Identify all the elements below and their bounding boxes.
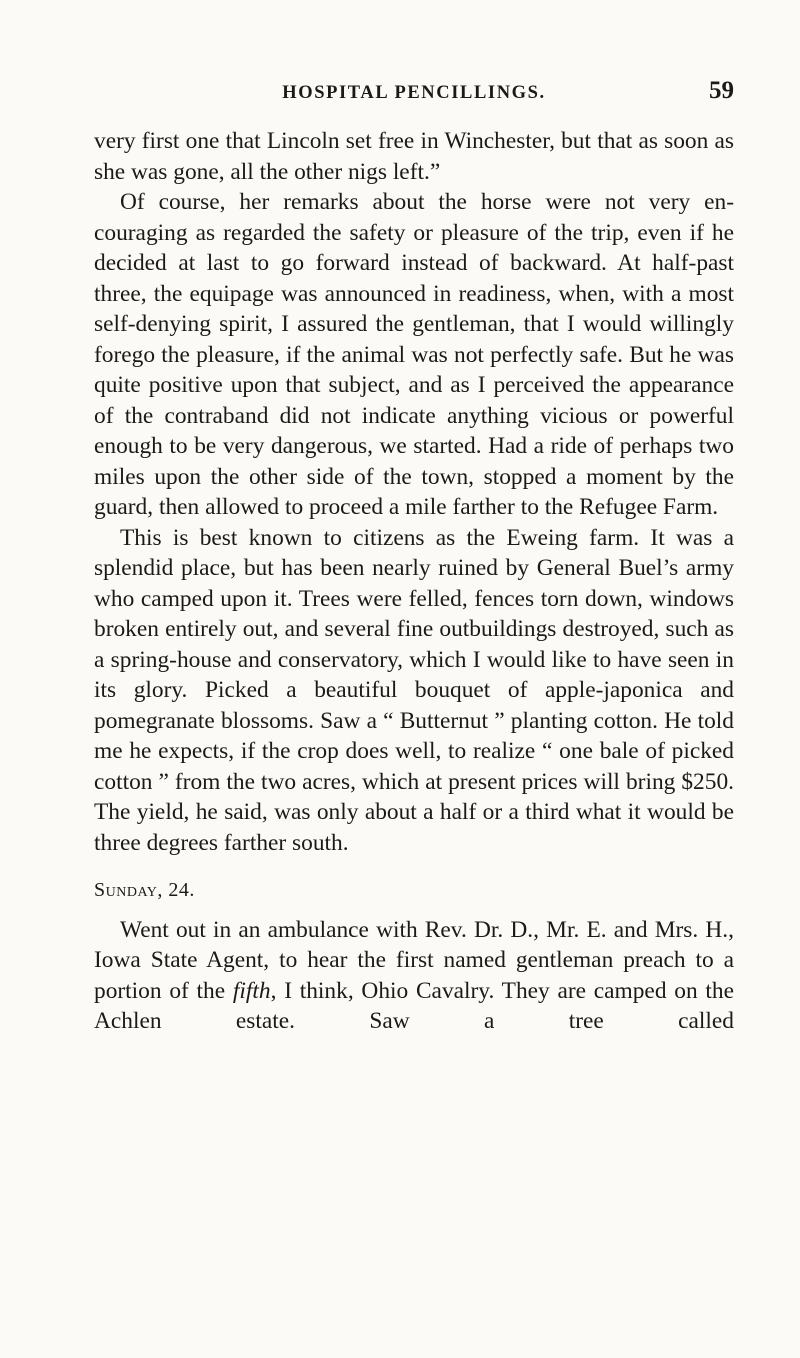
paragraph-4 [94,915,734,1037]
paragraph-3: This is best known to citizens as the Eweing farm. It was a splendid place, but has been nearly ruined by General Buel’s army who camped upon it. Trees were felled, fences torn down, windows broken entirely out, and several fine outbuildings destroyed, such as a spring-house and conservatory, which I would like to have seen in its glory. Picked a beautiful bouquet of apple-japonica and pomegranate blossoms. Saw a “ Butternut ” planting cotton. He told me he expects, if the crop does well, to realize “ one bale of picked cotton ” from the two acres, which at present prices will bring $250. The yield, he said, was only about a half or a third what it would be three degrees farther south. [94,524,734,856]
paragraph-4-emphasis: fifth [232,977,271,1004]
date-heading: Sunday, 24. [94,879,195,901]
paragraph-4-end: , I think, Ohio Cavalry. They are camped on the Achlen estate. Saw a tree called [94,977,734,1034]
body-text [94,126,734,1037]
paragraph-4-start: Went out in an ambulance with Rev. Dr. D., Mr. E. and Mrs. H., Iowa State Agent, to hear the first named gentleman preach to a portion of the [94,916,734,1004]
page-number: 59 [709,77,734,104]
paragraph-2: Of course, her remarks about the horse were not very encouraging as regarded the safety or pleasure of the trip, even if he decided at last to go forward instead of backward. At half-past three, the equipage was announced in readiness, when, with a most self-denying spirit, I assured the gentleman, that I would willingly forego the pleasure, if the animal was not perfectly safe. But he was quite positive upon that subject, and as I perceived the appearance of the contraband did not indicate anything vicious or powerful enough to be very dangerous, we started. Had a ride of perhaps two miles upon the other side of the town, stopped a moment by the guard, then allowed to proceed a mile farther to the Refugee Farm. [94,189,734,520]
running-head [94,77,734,117]
paragraph-1: very first one that Lincoln set free in Winchester, but that as soon as she was gone, all the other nigs left.” [94,128,734,185]
running-title: HOSPITAL PENCILLINGS. [282,83,546,103]
